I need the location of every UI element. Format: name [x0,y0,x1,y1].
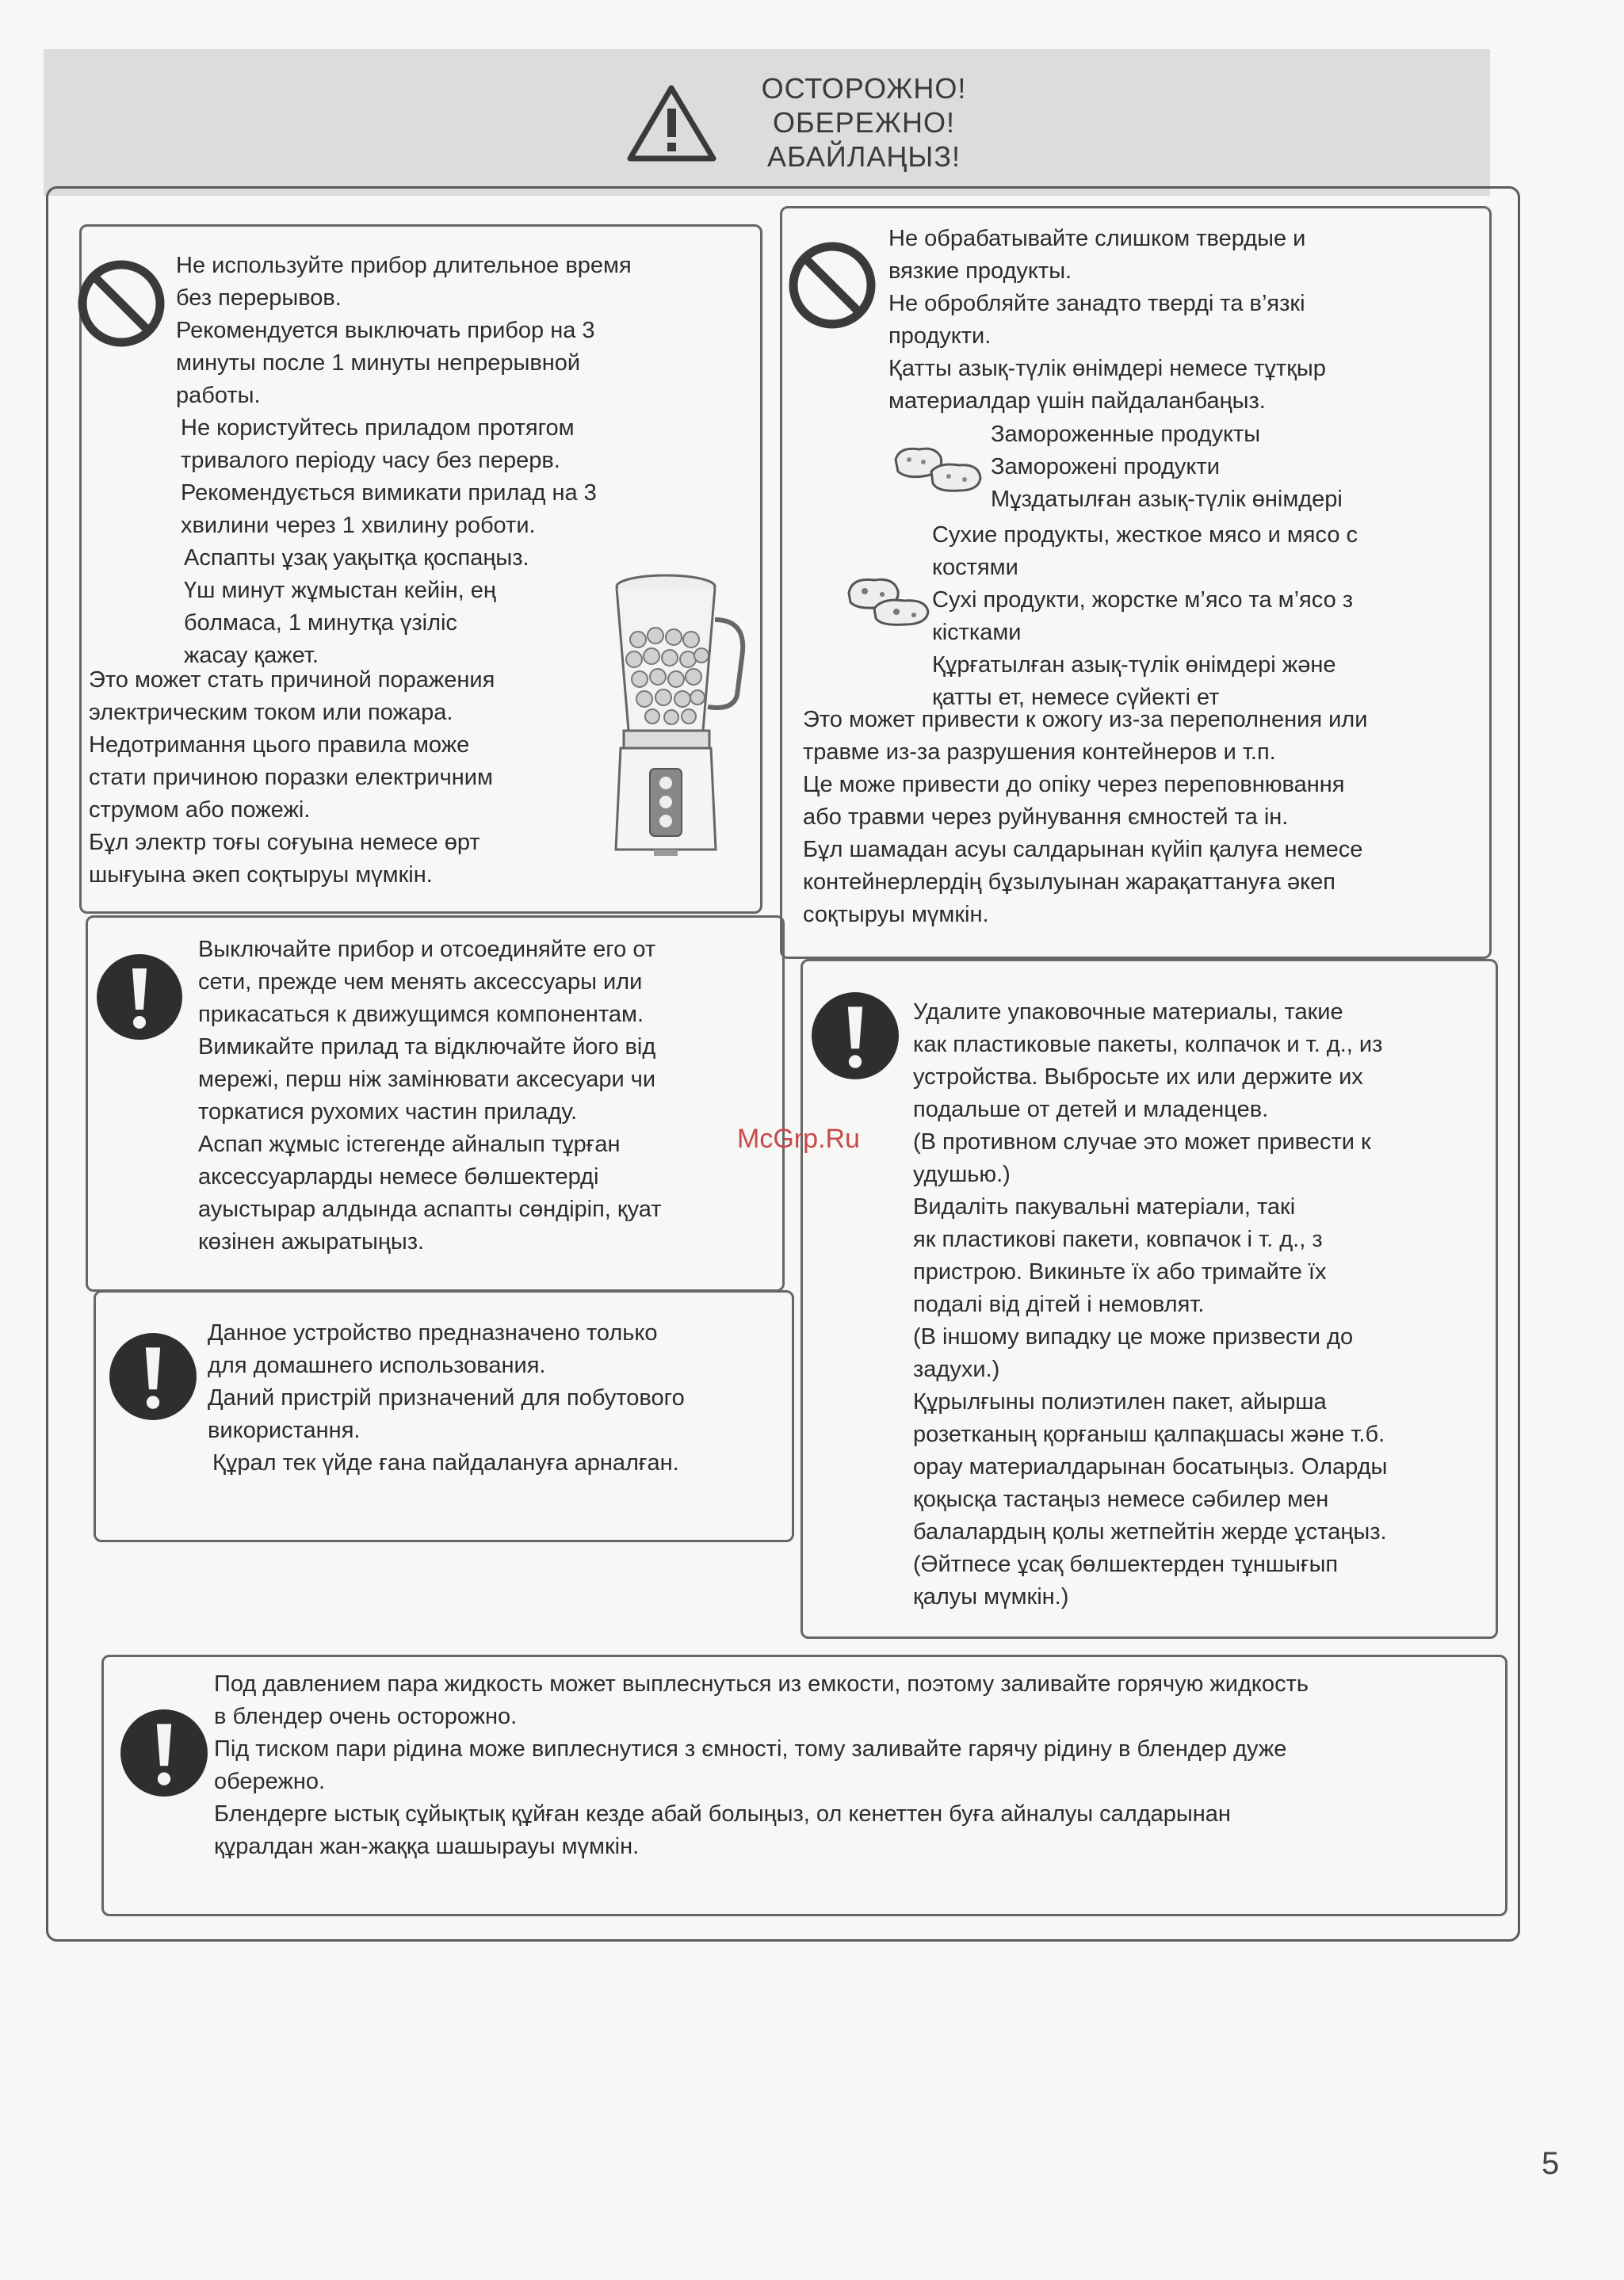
text-line: Заморожені продукти [991,454,1220,479]
text-line: костями [932,555,1018,580]
box5-text [208,1317,685,1480]
text-line: Блендерге ыстық сұйықтық құйған кезде абай болыңыз, ол кенеттен буға айналуы салдарынан [214,1801,1231,1827]
text-line: Құрал тек үйде ғана пайдалануға арналған. [212,1450,679,1476]
text-line: Видаліть пакувальні матеріали, такі [913,1194,1296,1220]
text-line: Це може привести до опіку через переповнювання [803,772,1345,797]
dry-foods-list [932,519,1358,714]
text-line: обережно. [214,1769,326,1794]
text-line: Сухие продукты, жесткое мясо и мясо с [932,522,1358,548]
text-line: (В іншому випадку це може призвести до [913,1324,1354,1350]
prohibition-icon [787,240,877,330]
text-line: Вимикайте прилад та відключайте його від [198,1034,656,1060]
text-line: подальше от детей и младенцев. [913,1097,1269,1122]
text-line: Это может привести к ожогу из-за переполнения или [803,707,1368,732]
text-line: як пластикові пакети, ковпачок і т. д., з [913,1227,1323,1252]
exclamation-icon [810,991,900,1081]
header-line: ОБЕРЕЖНО! [773,106,955,139]
text-line: Құрылғыны полиэтилен пакет, айырша [913,1389,1327,1415]
text-line: электрическим током или пожара. [89,700,453,725]
text-line: тривалого періоду часу без перерв. [181,448,560,473]
text-line: ауыстырар алдында аспапты сөндіріп, қуат [198,1197,662,1222]
text-line: (В противном случае это может привести к [913,1129,1371,1155]
prohibition-icon [76,258,166,349]
page-number: 5 [1542,2146,1560,2181]
text-line: стати причиною поразки електричним [89,765,493,790]
header-title [733,71,995,174]
text-line: Під тиском пари рідина може виплеснутися з ємності, тому заливайте гарячу рідину в блендер дуже [214,1736,1287,1762]
text-line: как пластиковые пакеты, колпачок и т. д., из [913,1032,1383,1057]
text-line: хвилини через 1 хвилину роботи. [181,513,536,538]
text-line: використання. [208,1418,361,1443]
box3-text [198,934,662,1258]
blender-illustration [606,564,753,861]
text-line: Замороженные продукты [991,422,1261,447]
text-line: Выключайте прибор и отсоединяйте его от [198,937,656,962]
box1-text-a [176,250,632,672]
header-line: ОСТОРОЖНО! [761,72,967,105]
text-line: аксессуарларды немесе бөлшектерді [198,1164,599,1190]
text-line: құралдан жан-жаққа шашырауы мүмкін. [214,1834,640,1859]
text-line: Рекомендується вимикати прилад на 3 [181,480,597,506]
warning-triangle-icon [626,83,717,162]
text-line: қатты ет, немесе сүйекті ет [932,685,1220,710]
watermark: McGrp.Ru [737,1124,860,1154]
text-line: қалуы мүмкін.) [913,1584,1069,1610]
frozen-food-icon [892,440,987,495]
text-line: Қатты азық-түлік өнімдері немесе тұтқыр [888,356,1326,381]
text-line: прикасаться к движущимся компонентам. [198,1002,644,1027]
text-line: пристрою. Викиньте їх або тримайте їх [913,1259,1327,1285]
text-line: балалардың қолы жетпейтін жерде ұстаңыз. [913,1519,1387,1545]
text-line: (Әйтпесе ұсақ бөлшектерден тұншығып [913,1552,1339,1577]
text-line: Не користуйтесь приладом протягом [181,415,575,441]
text-line: орау материалдарынан босатыңыз. Оларды [913,1454,1388,1480]
frozen-foods-list [991,418,1343,516]
box2-text-b [803,704,1367,931]
text-line: Рекомендуется выключать прибор на 3 [176,318,595,343]
text-line: Сухі продукти, жорстке м’ясо та м’ясо з [932,587,1354,613]
text-line: удушью.) [913,1162,1011,1187]
text-line: кістками [932,620,1022,645]
text-line: Аспап жұмыс істегенде айналып тұрған [198,1132,621,1157]
text-line: в блендер очень осторожно. [214,1704,518,1729]
text-line: Не используйте прибор длительное время [176,253,632,278]
header-line: АБАЙЛАҢЫЗ! [767,140,961,173]
text-line: без перерывов. [176,285,342,311]
text-line: вязкие продукты. [888,258,1072,284]
text-line: Данное устройство предназначено только [208,1320,658,1346]
box1-text-b [89,664,495,892]
text-line: сети, прежде чем менять аксессуары или [198,969,643,995]
text-line: для домашнего использования. [208,1353,546,1378]
text-line: соқтыруы мүмкін. [803,902,989,927]
text-line: струмом або пожежі. [89,797,311,823]
text-line: устройства. Выбросьте их или держите их [913,1064,1363,1090]
text-line: контейнерлердің бұзылуынан жарақаттануға әкеп [803,869,1336,895]
text-line: травме из-за разрушения контейнеров и т.п. [803,739,1276,765]
text-line: Не обрабатывайте слишком твердые и [888,226,1306,251]
text-line: жасау қажет. [184,643,319,668]
text-line: минуты после 1 минуты непрерывной [176,350,581,376]
text-line: розетканың қорғаныш қалпақшасы және т.б. [913,1422,1385,1447]
text-line: Удалите упаковочные материалы, такие [913,999,1343,1025]
text-line: Аспапты ұзақ уақытқа қоспаңыз. [184,545,529,571]
text-line: Бұл шамадан асуы салдарынан күйіп қалуға немесе [803,837,1363,862]
dry-food-icon [843,569,934,628]
text-line: работы. [176,383,261,408]
text-line: мережі, перш ніж замінювати аксесуари чи [198,1067,656,1092]
text-line: Құрғатылған азық-түлік өнімдері және [932,652,1336,678]
exclamation-icon [108,1331,198,1422]
text-line: або травми через руйнування ємностей та ін. [803,804,1289,830]
text-line: Бұл электр тоғы соғуына немесе өрт [89,830,480,855]
text-line: болмаса, 1 минутқа үзіліс [184,610,457,636]
text-line: Даний пристрій призначений для побутового [208,1385,685,1411]
text-line: көзінен ажыратыңыз. [198,1229,425,1255]
box2-text-a [888,223,1326,418]
box6-text [214,1668,1309,1863]
text-line: шығуына әкеп соқтыруы мүмкін. [89,862,433,888]
text-line: задухи.) [913,1357,1000,1382]
exclamation-icon [95,953,184,1041]
text-line: қоқысқа тастаңыз немесе сәбилер мен [913,1487,1329,1512]
text-line: продукти. [888,323,992,349]
text-line: Үш минут жұмыстан кейін, ең [184,578,496,603]
text-line: Мұздатылған азық-түлік өнімдері [991,487,1343,512]
text-line: подалі від дітей і немовлят. [913,1292,1205,1317]
text-line: Не обробляйте занадто тверді та в’язкі [888,291,1305,316]
text-line: Недотримання цього правила може [89,732,470,758]
exclamation-icon [119,1708,209,1798]
text-line: Это может стать причиной поражения [89,667,495,693]
text-line: материалдар үшін пайдаланбаңыз. [888,388,1266,414]
text-line: Под давлением пара жидкость может выплеснуться из емкости, поэтому заливайте горячую жидкость [214,1671,1309,1697]
box4-text [913,996,1387,1614]
text-line: торкатися рухомих частин приладу. [198,1099,578,1125]
